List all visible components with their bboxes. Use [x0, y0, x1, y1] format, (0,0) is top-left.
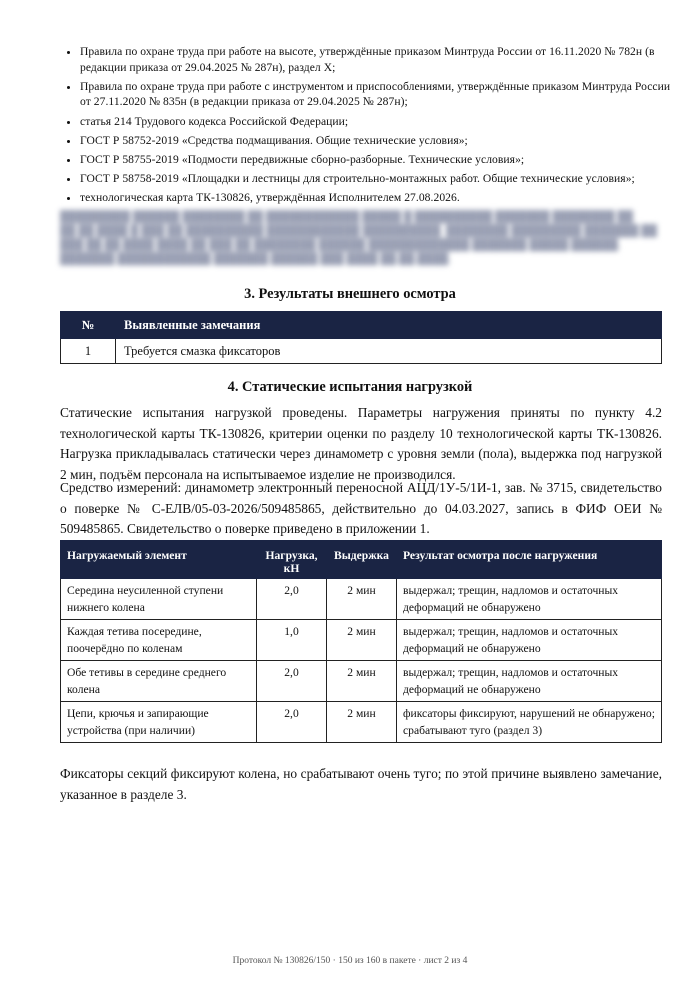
cell-result: выдержал; трещин, надломов и остаточных деформаций не обнаружено: [397, 579, 662, 620]
cell-element: Каждая тетива посередине, поочерёдно по коленам: [61, 620, 257, 661]
cell-hold: 2 мин: [327, 579, 397, 620]
reference-item: • ГОСТ Р 58758-2019 «Площадки и лестницы для строительно-монтажных работ. Общие технические условия»;: [80, 171, 682, 187]
col-header-element: Нагружаемый элемент: [61, 541, 257, 579]
row-number: 1: [61, 339, 116, 364]
col-header-hold: Выдержка: [327, 541, 397, 579]
cell-hold: 2 мин: [327, 620, 397, 661]
section-3-title: 3. Результаты внешнего осмотра: [244, 286, 456, 302]
reference-item: • ГОСТ Р 58755-2019 «Подмости передвижные сборно-разборные. Технические условия»;: [80, 152, 682, 168]
table-row: [61, 661, 662, 702]
conclusion-paragraph: Фиксаторы секций фиксируют колена, но срабатывают очень туго; по этой причине выявлено замечание, указанное в разделе 3.: [60, 766, 662, 802]
measurement-instrument-paragraph: Средство измерений: динамометр электронный переносной АЦД/1У-5/1И-1, зав. № 3715, свидетельство о поверке № С-ЕЛВ/05-03-2026/509485865, действительно до 04.03.2027, запись в ФИФ ОЕИ № 509485865. Свидетельство о поверке приведено в приложении 1.: [60, 480, 662, 536]
cell-load: 2,0: [257, 702, 327, 743]
reference-item: • Правила по охране труда при работе на высоте, утверждённые приказом Минтруда России от 16.11.2020 № 782н (в редакции приказа от 29.04.2025 № 287н), раздел X;: [80, 44, 682, 75]
cell-element: Середина неусиленной ступени нижнего колена: [61, 579, 257, 620]
load-test-table: [60, 540, 662, 743]
cell-hold: 2 мин: [327, 702, 397, 743]
cell-result: выдержал; трещин, надломов и остаточных деформаций не обнаружено: [397, 661, 662, 702]
page-footer: Протокол № 130826/150 · 150 из 160 в пакете · лист 2 из 4: [232, 956, 468, 966]
reference-item: • технологическая карта ТК-130826, утверждённая Исполнителем 27.08.2026.: [80, 190, 682, 206]
table-row: [61, 702, 662, 743]
remark-text: Требуется смазка фиксаторов: [116, 339, 662, 364]
reference-list: [60, 44, 682, 210]
cell-load: 1,0: [257, 620, 327, 661]
cell-result: выдержал; трещин, надломов и остаточных деформаций не обнаружено: [397, 620, 662, 661]
col-header-remarks: Выявленные замечания: [116, 312, 662, 339]
table-header-row: [61, 312, 662, 339]
cell-load: 2,0: [257, 579, 327, 620]
redacted-paragraph: █████████ ██████ ████████ ██ ████████████ █████ █ ██████████ ███████ ████████ ██ ██.██.████ █ ███ ██ ██████████ ████████████ ██████████. ████████ █████████ ███████ ██ ███ ██.██.████ ████ ██ ███ ██ ████████ ██████ █████████████ ███████ █████ ██████. ███████ ████████████ ███████ ██████ ███ ████ ██.██.████.: [60, 211, 657, 265]
cell-hold: 2 мин: [327, 661, 397, 702]
section-4-title: 4. Статические испытания нагрузкой: [227, 379, 473, 395]
cell-load: 2,0: [257, 661, 327, 702]
remarks-table: [60, 311, 662, 364]
test-description-paragraph: Статические испытания нагрузкой проведены. Параметры нагружения приняты по пункту 4.2 технологической карты ТК-130826, критерии оценки по разделу 10 технологической карты ТК-130826. Нагрузка прикладывалась статически через динамометр с уровня земли (пола), выдержка под нагрузкой 2 мин, подъём персонала на испытываемое изделие не производился.: [60, 405, 662, 482]
col-header-result: Результат осмотра после нагружения: [397, 541, 662, 579]
reference-item: • ГОСТ Р 58752-2019 «Средства подмащивания. Общие технические условия»;: [80, 133, 682, 149]
table-row: [61, 620, 662, 661]
table-row: [61, 579, 662, 620]
cell-element: Цепи, крючья и запирающие устройства (при наличии): [61, 702, 257, 743]
cell-element: Обе тетивы в середине среднего колена: [61, 661, 257, 702]
col-header-number: №: [61, 312, 116, 339]
reference-item: • статья 214 Трудового кодекса Российской Федерации;: [80, 114, 682, 130]
col-header-load: Нагрузка, кН: [257, 541, 327, 579]
table-header-row: [61, 541, 662, 579]
table-row: [61, 339, 662, 364]
reference-item: • Правила по охране труда при работе с инструментом и приспособлениями, утверждённые приказом Минтруда России от 27.11.2020 № 835н (в редакции приказа от 29.04.2025 № 287н);: [80, 79, 682, 110]
cell-result: фиксаторы фиксируют, нарушений не обнаружено; срабатывают туго (раздел 3): [397, 702, 662, 743]
